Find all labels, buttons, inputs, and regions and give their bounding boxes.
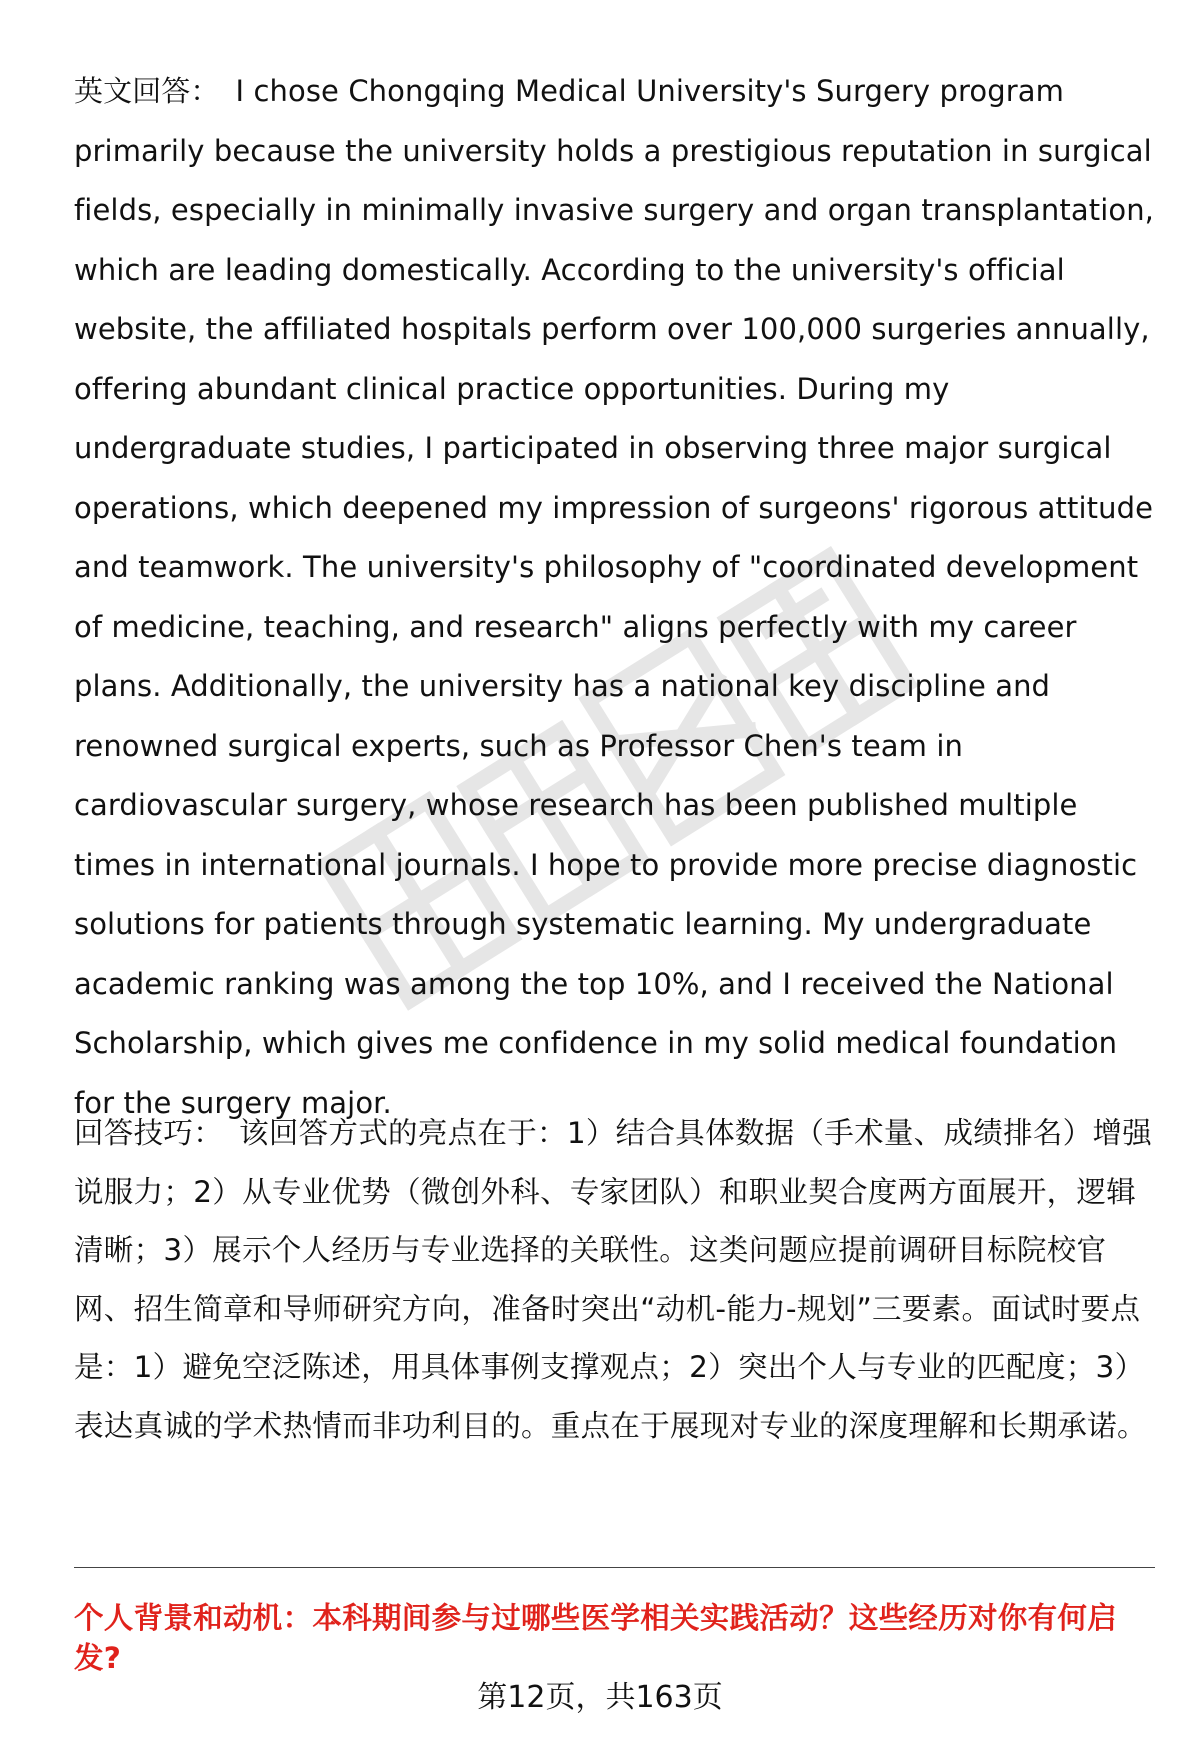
english-answer-paragraph (74, 62, 1154, 1133)
section-divider (74, 1567, 1155, 1568)
answer-tips-paragraph (74, 1104, 1154, 1455)
english-answer-text: I chose Chongqing Medical University's Surgery program primarily because the university holds a prestigious reputation in surgical fields, especially in minimally invasive surgery and organ transplantation, which are leading domestically. According to the university's official website, the affiliated hospitals perform over 100,000 surgeries annually, offering abundant clinical practice opportunities. During my undergraduate studies, I participated in observing three major surgical operations, which deepened my impression of surgeons' rigorous attitude and teamwork. The university's philosophy of "coordinated development of medicine, teaching, and research" aligns perfectly with my career plans. Additionally, the university has a national key discipline and renowned surgical experts, such as Professor Chen's team in cardiovascular surgery, whose research has been published multiple times in international journals. I hope to provide more precise diagnostic solutions for patients through systematic learning. My undergraduate academic ranking was among the top 10%, and I received the National Scholarship, which gives me confidence in my solid medical foundation for the surgery major. (74, 74, 1155, 1120)
page-number: 第12页，共163页 (477, 1680, 723, 1715)
next-question-heading: 个人背景和动机：本科期间参与过哪些医学相关实践活动？这些经历对你有何启发? (74, 1601, 1118, 1675)
answer-tips-label: 回答技巧： (74, 1116, 224, 1150)
answer-tips-text: 该回答方式的亮点在于：1）结合具体数据（手术量、成绩排名）增强说服力；2）从专业优势（微创外科、专家团队）和职业契合度两方面展开，逻辑清晰；3）展示个人经历与专业选择的关联性。这类问题应提前调研目标院校官网、招生简章和导师研究方向，准备时突出“动机-能力-规划”三要素。面试时要点是：1）避免空泛陈述，用具体事例支撑观点；2）突出个人与专业的匹配度；3）表达真诚的学术热情而非功利目的。重点在于展现对专业的深度理解和长期承诺。 (74, 1116, 1153, 1443)
english-answer-label: 英文回答： (74, 74, 220, 108)
